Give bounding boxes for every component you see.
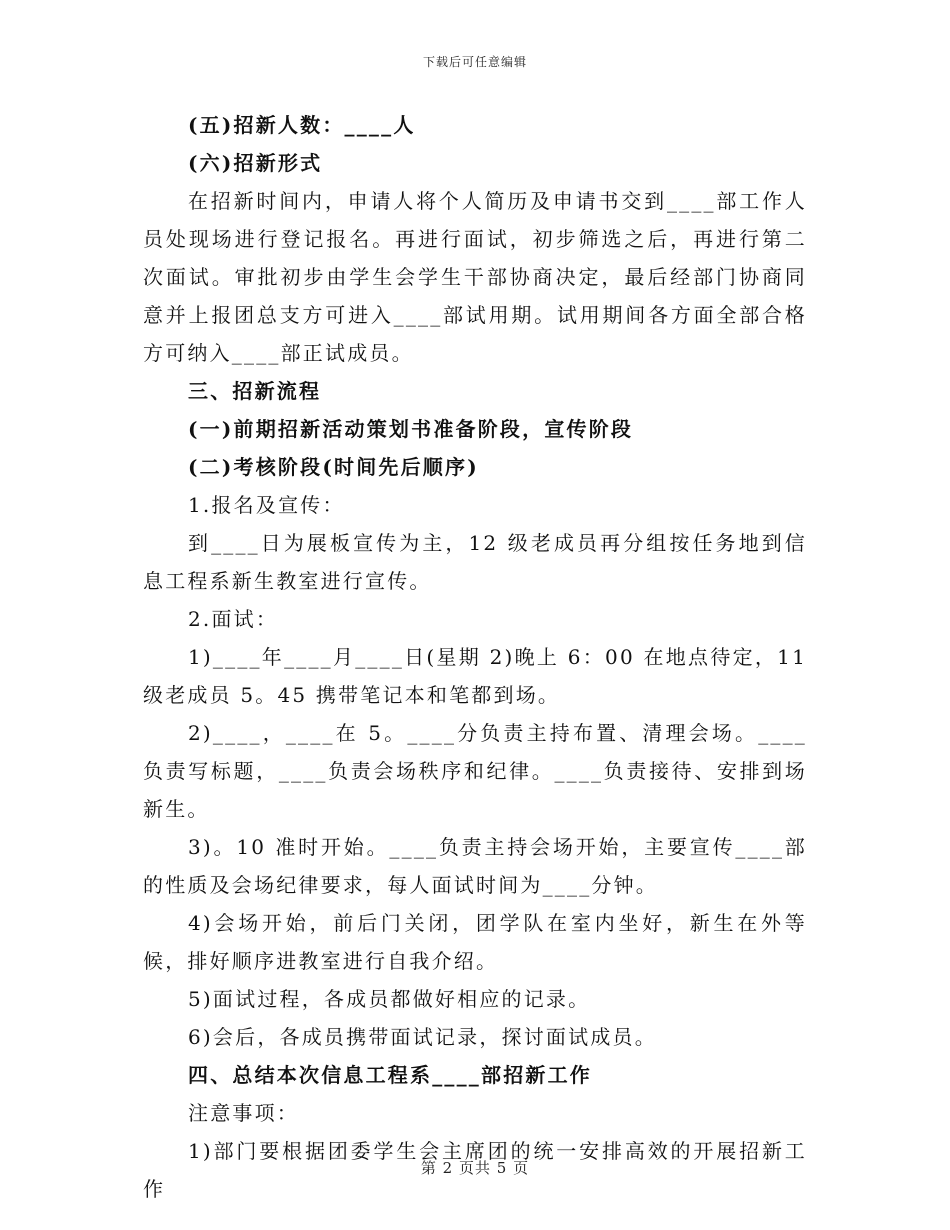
interview-step-1: 1)____年____月____日(星期 2)晚上 6：00 在地点待定，11 级老成员 5。45 携带笔记本和笔都到场。	[143, 645, 816, 707]
item-registration: 1.报名及宣传：	[188, 493, 345, 517]
heading-summary: 四、总结本次信息工程系____部招新工作	[188, 1063, 592, 1087]
page-header: 下载后可任意编辑	[422, 55, 527, 69]
interview-step-6: 6)会后，各成员携带面试记录，探讨面试成员。	[188, 1025, 657, 1049]
interview-step-5: 5)面试过程，各成员都做好相应的记录。	[188, 987, 591, 1011]
heading-recruit-process: 三、招新流程	[188, 379, 322, 403]
note-item-1: 1)部门要根据团委学生会主席团的统一安排高效的开展招新工作	[143, 1139, 807, 1201]
document-body	[143, 106, 816, 1208]
heading-preparation-stage: (一)前期招新活动策划书准备阶段，宣传阶段	[188, 417, 634, 441]
heading-recruit-count: (五)招新人数：____人	[188, 113, 416, 137]
interview-step-2: 2)____，____在 5。____分负责主持布置、清理会场。____负责写标题，____负责会场秩序和纪律。____负责接待、安排到场新生。	[143, 721, 807, 821]
page-footer: 第 2 页共 5 页	[420, 1159, 530, 1177]
heading-recruit-form: (六)招新形式	[188, 151, 323, 175]
paragraph-registration-body: 到____日为展板宣传为主，12 级老成员再分组按任务地到信息工程系新生教室进行宣传。	[143, 531, 807, 593]
notes-label: 注意事项：	[188, 1101, 299, 1125]
heading-assessment-stage: (二)考核阶段(时间先后顺序)	[188, 455, 479, 479]
interview-step-3: 3)。10 准时开始。____负责主持会场开始，主要宣传____部的性质及会场纪律要求，每人面试时间为____分钟。	[143, 835, 807, 897]
interview-step-4: 4)会场开始，前后门关闭，团学队在室内坐好，新生在外等候，排好顺序进教室进行自我介绍。	[143, 911, 807, 973]
paragraph-recruit-form-body: 在招新时间内，申请人将个人简历及申请书交到____部工作人员处现场进行登记报名。再进行面试，初步筛选之后，再进行第二次面试。审批初步由学生会学生干部协商决定，最后经部门协商同意并上报团总支方可进入____部试用期。试用期间各方面全部合格方可纳入____部正试成员。	[143, 189, 807, 365]
item-interview: 2.面试：	[188, 607, 279, 631]
